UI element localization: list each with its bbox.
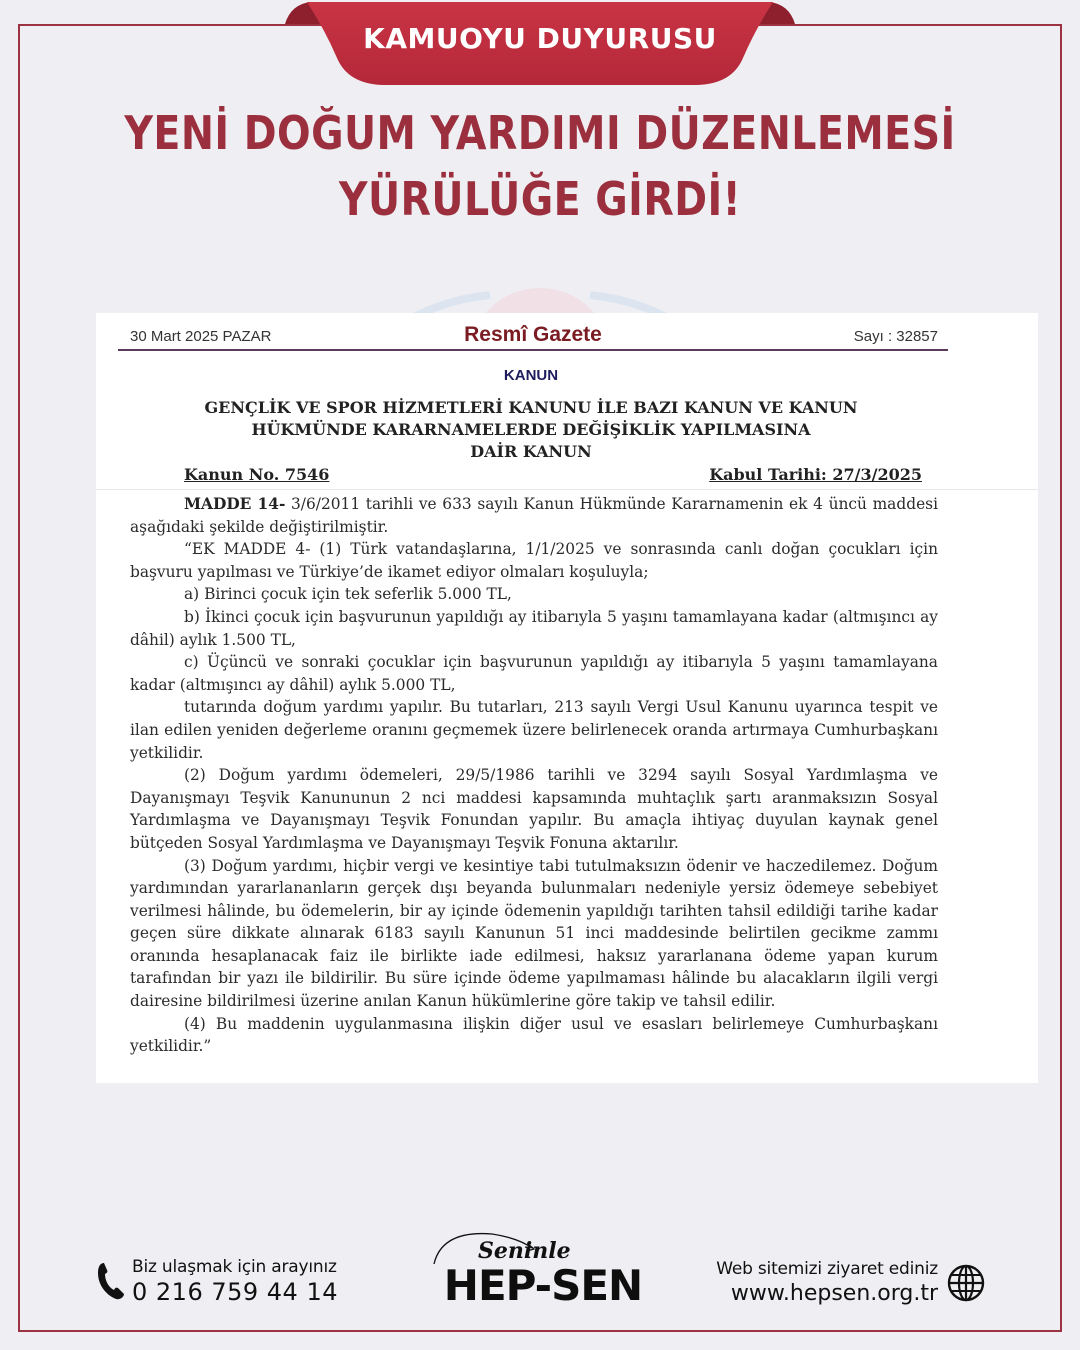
law-number: Kanun No. 7546: [184, 465, 330, 484]
madde-label: MADDE 14-: [184, 495, 286, 513]
logo-wordmark: HEP-SEN: [443, 1261, 643, 1310]
article-item-a: a) Birinci çocuk için tek seferlik 5.000 TL,: [184, 585, 512, 604]
website-link[interactable]: www.hepsen.org.tr: [730, 1281, 938, 1306]
article-paragraph: (2) Doğum yardımı ödemeleri, 29/5/1986 tarihli ve 3294 sayılı Sosyal Yardımlaşma ve Dayanışmayı Teşvik Kanununun 2 nci maddesi kapsamında muhtaçlık şartı aranmaksızın Sosyal Yardımlaşma ve Dayanışmayı Teşvik Fonundan yapılır. Bu amaçla ihtiyaç duyulan kaynak genel bütçeden Sosyal Yardımlaşma ve Dayanışmayı Teşvik Fonuna aktarılır.: [130, 766, 938, 852]
headline: [76, 100, 1005, 232]
announcement-ribbon: [277, 0, 803, 88]
gazette-document: [96, 313, 1038, 1083]
phone-icon: [96, 1261, 126, 1301]
headline-line-2: YÜRÜLÜĞE GİRDİ!: [338, 172, 742, 226]
acceptance-date: Kabul Tarihi: 27/3/2025: [709, 465, 922, 484]
law-title-line-2: HÜKMÜNDE KARARNAMELERDE DEĞİŞİKLİK YAPILMASINA: [251, 420, 811, 439]
article-paragraph: tutarında doğum yardımı yapılır. Bu tutarları, 213 sayılı Vergi Usul Kanunu uyarınca tespit ve ilan edilen yeniden değerleme oranını geçmemek üzere belirlenecek oranda artırmaya Cumhurbaşkanı yetkilidir.: [130, 698, 938, 762]
law-title: [96, 397, 966, 463]
crop-divider: [96, 489, 1038, 490]
article-paragraph: “EK MADDE 4- (1) Türk vatandaşlarına, 1/1/2025 ve sonrasında canlı doğan çocukları için başvuru yapılması ve Türkiye’de ikamet ediyor olmaları koşuluyla;: [130, 540, 938, 581]
contact-label: Biz ulaşmak için arayınız: [132, 1257, 337, 1277]
gazette-issue-number: Sayı : 32857: [853, 328, 938, 345]
phone-number[interactable]: 0 216 759 44 14: [132, 1278, 338, 1306]
ribbon-label: KAMUOYU DUYURUSU: [363, 22, 717, 55]
law-title-line-3: DAİR KANUN: [470, 442, 592, 461]
contact-website[interactable]: [716, 1258, 986, 1308]
headline-line-1: YENİ DOĞUM YARDIMI DÜZENLEMESİ: [124, 106, 956, 160]
section-label: KANUN: [503, 367, 559, 384]
web-label: Web sitemizi ziyaret ediniz: [716, 1259, 938, 1279]
article-item-c: c) Üçüncü ve sonraki çocuklar için başvurunun yapıldığı ay itibarıyla 5 yaşını tamamlayana kadar (altmışıncı ay dâhil) aylık 5.000 TL,: [130, 653, 938, 694]
logo-script: Seninle: [478, 1238, 571, 1264]
contact-phone[interactable]: [96, 1256, 338, 1306]
article-item-b: b) İkinci çocuk için başvurunun yapıldığı ay itibarıyla 5 yaşını tamamlayana kadar (altmışıncı ay dâhil) aylık 1.500 TL,: [130, 607, 938, 649]
gazette-header: [118, 323, 948, 351]
gazette-title: Resmî Gazete: [464, 323, 602, 346]
hepsen-logo: [428, 1228, 658, 1312]
law-title-line-1: GENÇLİK VE SPOR HİZMETLERİ KANUNU İLE BAZI KANUN VE KANUN: [204, 398, 858, 417]
article-paragraph: MADDE 14- 3/6/2011 tarihli ve 633 sayılı Kanun Hükmünde Kararnamenin ek 4 üncü maddesi aşağıdaki şekilde değiştirilmiştir.: [130, 495, 938, 536]
gazette-date: 30 Mart 2025 PAZAR: [130, 328, 272, 345]
article-body: [130, 493, 938, 1058]
globe-icon: [946, 1263, 986, 1303]
law-meta: [184, 465, 922, 484]
article-paragraph: (4) Bu maddenin uygulanmasına ilişkin diğer usul ve esasları belirlemeye Cumhurbaşkanı yetkilidir.”: [130, 1014, 938, 1056]
article-paragraph: (3) Doğum yardımı, hiçbir vergi ve kesintiye tabi tutulmaksızın ödenir ve haczedilemez. Doğum yardımından yararlananların gerçek dışı beyanda bulunmaları nedeniyle yersiz ödemeye sebebiyet verilmesi hâlinde, bu ödemelerin, bir ay içinde ödemenin yapıldığı tarihten tahsil edildiği tarihe kadar geçen süre dikkate alınarak 6183 sayılı Kanunun 51 inci maddesinde belirtilen gecikme zammı oranında hesaplanacak faiz ile birlikte iade edilmesi, haksız yararlanana ödeme yapan kurum tarafından bir yazı ile bildirilir. Bu süre içinde ödeme yapılmaması hâlinde bu alacakların ilgili vergi dairesine bildirilmesi üzerine anılan Kanun hükümlerine göre takip ve tahsil edilir.: [130, 856, 938, 1011]
